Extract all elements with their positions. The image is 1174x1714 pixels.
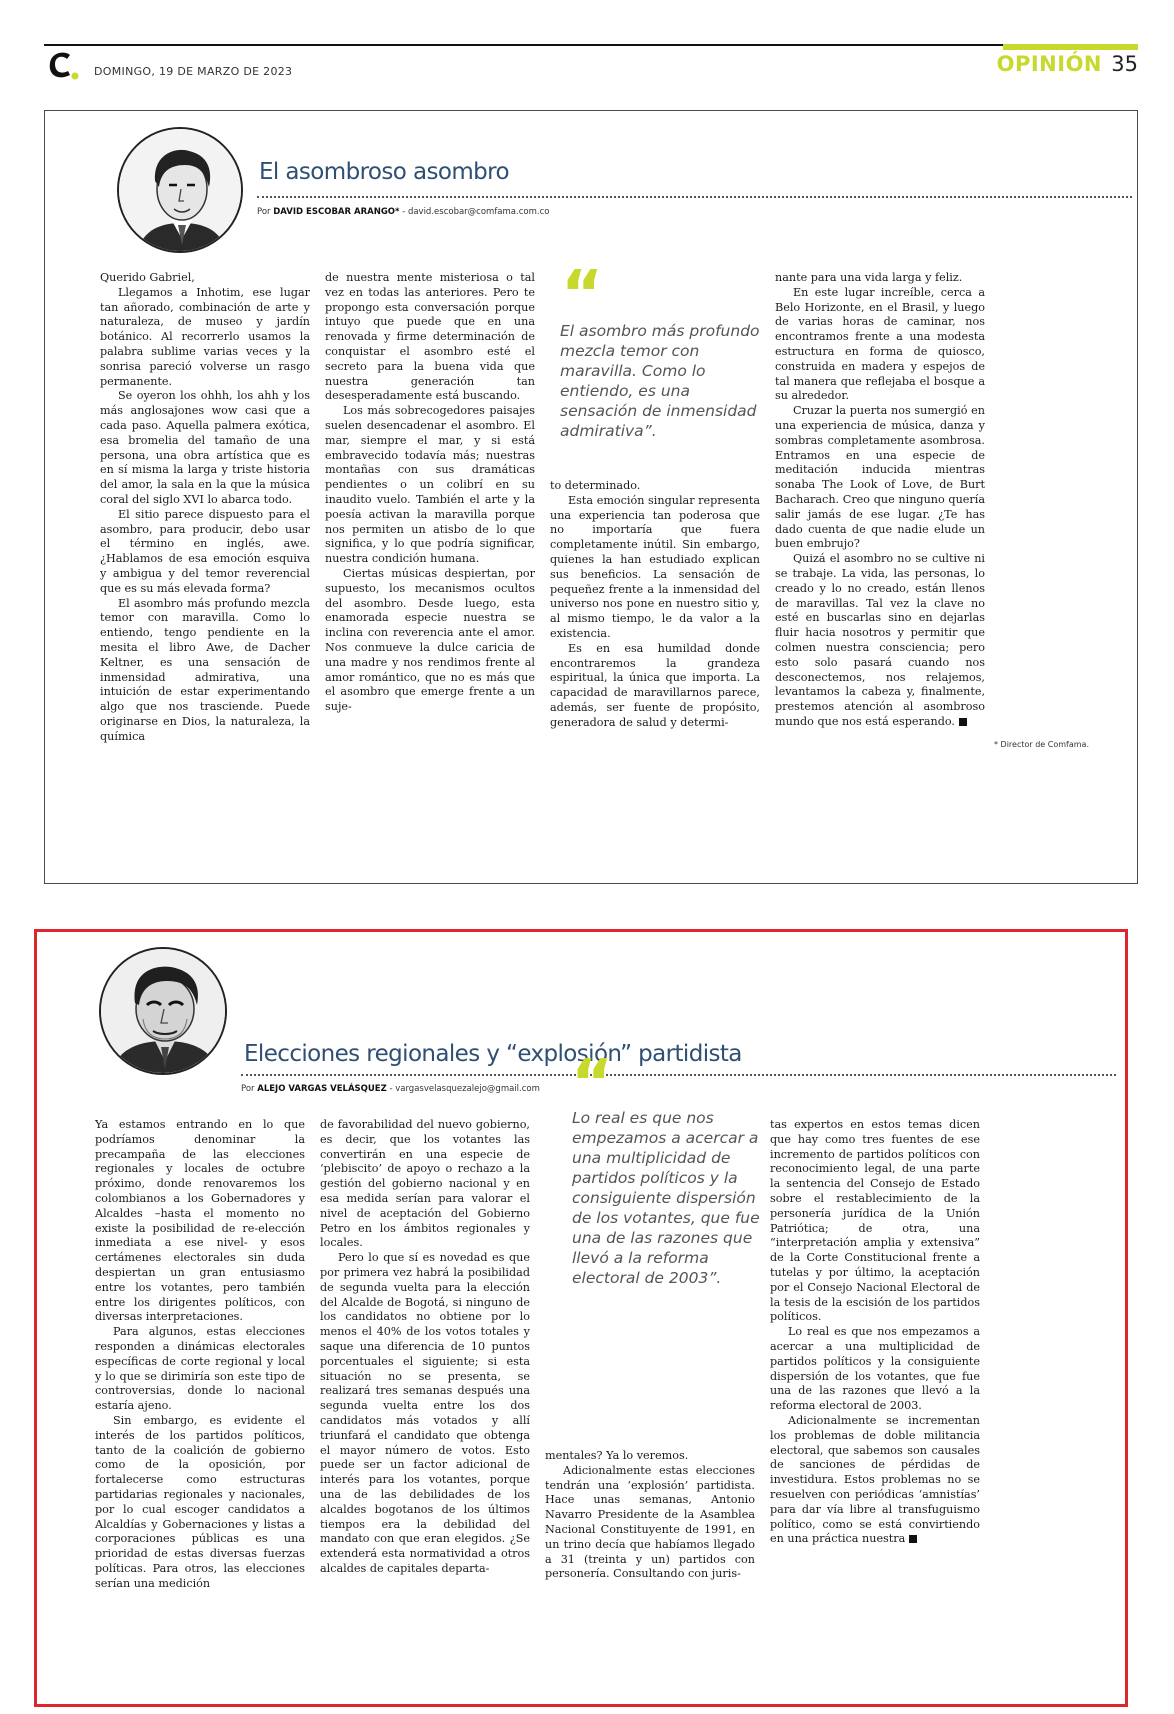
headline-divider	[241, 1074, 1116, 1076]
author-portrait	[117, 127, 243, 253]
author-name: DAVID ESCOBAR ARANGO*	[273, 207, 400, 217]
paragraph: Los más sobrecogedores paisajes suelen desencadenar el asombro. El mar, siempre el mar, y si está embravecido todavía más; nuestras montañas con sus dramáticas pendientes o un colibrí en su inaudito vuelo. También el arte y la poesía activan la maravilla porque nos permiten un atisbo de lo que significa, y lo que podría significar, nuestra condición humana.	[325, 404, 535, 566]
end-mark-icon	[909, 1535, 917, 1543]
author-name: ALEJO VARGAS VELÁSQUEZ	[257, 1084, 387, 1094]
paragraph: El asombro más profundo mezcla temor con maravilla. Como lo entiendo, tengo pendiente en la mesita el libro Awe, de Dacher Keltner, es una sensación de inmensidad admirativa, una intuición de estar experimentando algo que nos trasciende. Puede originarse en Dios, la naturaleza, la química	[100, 596, 310, 743]
paragraph: de nuestra mente misteriosa o tal vez en todas las anteriores. Pero te propongo esta conversación porque intuyo que puede que en una renovada y firme determinación de conquistar el asombro esté el secreto para la buena vida que nuestra generación tan desesperadamente está buscando.	[325, 271, 535, 403]
paragraph: Ya estamos entrando en lo que podríamos denominar la precampaña de las elecciones regionales y locales de octubre próximo, donde renovaremos los colombianos a los Gobernadores y Alcaldes –hasta el momento no existe la posibilidad de re-elección inmediata a ese nivel- y esos certámenes electorales sin duda despiertan un gran entusiasmo entre los votantes, pero también entre los dirigentes políticos, con diversas interpretaciones.	[95, 1118, 305, 1324]
paragraph: Se oyeron los ohhh, los ahh y los más anglosajones wow casi que a cada paso. Aquella palmera exótica, esa bromelia del tamaño de una persona, una obra artística que es en sí misma la larga y triste historia del amor, la sala en la que la música coral del siglo XVI lo abarca todo.	[100, 389, 310, 506]
article-headline: El asombroso asombro	[259, 159, 509, 185]
author-footnote: * Director de Comfama.	[994, 740, 1089, 749]
byline-prefix: Por	[241, 1084, 255, 1094]
issue-date: DOMINGO, 19 DE MARZO DE 2023	[94, 65, 293, 78]
paragraph-last	[775, 552, 985, 730]
closing-text: Adicionalmente se incrementan los problemas de doble militancia electoral, que sabemos son causales de sanciones de pérdidas de investidura. Estos problemas no se resuelven con periódicas ‘amnistías’ para dar vía libre al transfuguismo político, como se está convirtiendo en una práctica nuestra	[770, 1413, 980, 1546]
quote-mark-icon: “	[571, 1047, 614, 1121]
paragraph: Esta emoción singular representa una experiencia tan poderosa que no importaría que fuera completamente inútil. Sin embargo, quienes la han estudiado explican sus beneficios. La sensación de pequeñez frente a la inmensidad del universo nos pone en nuestro sitio y, al mismo tiempo, le da valor a la existencia.	[550, 493, 760, 640]
article-headline: Elecciones regionales y “explosión” partidista	[244, 1041, 742, 1067]
paragraph: En este lugar increíble, cerca a Belo Horizonte, en el Brasil, y luego de varias horas de caminar, nos encontramos frente a una modesta estructura en forma de quiosco, construida en madera y espejos de tal manera que reflejaba el bosque a su alrededor.	[775, 285, 985, 403]
salutation: Querido Gabriel,	[100, 271, 195, 284]
pull-quote: Lo real es que nos empezamos a acercar a una multiplicidad de partidos políticos y la consiguiente dispersión de los votantes, que fue una de las razones que llevó a la reforma electoral de 2003”.	[572, 1109, 760, 1287]
paragraph: nante para una vida larga y feliz.	[775, 271, 963, 284]
end-mark-icon	[959, 718, 967, 726]
portrait-illustration	[101, 949, 227, 1075]
paragraph: Llegamos a Inhotim, ese lugar tan añorado, combinación de arte y naturaleza, de museo y jardín botánico. Al recorrerlo usamos la palabra sublime varias veces y la sonrisa pareció volverse un rasgo permanente.	[100, 285, 310, 388]
paragraph: Ciertas músicas despiertan, por supuesto, los mecanismos ocultos del asombro. Desde luego, esta enamorada especie nuestra se inclina con reverencia ante el amor. Nos conmueve la dulce caricia de una madre y nos rendimos frente al amor romántico, que no es más que el asombro que emerge frente a un suje-	[325, 566, 535, 714]
quote-mark-icon: “	[561, 258, 604, 332]
byline	[257, 207, 549, 217]
article-column-2	[320, 1118, 530, 1577]
paragraph: mentales? Ya lo veremos.	[545, 1449, 689, 1462]
article-column-4	[770, 1118, 980, 1547]
paragraph: to determinado.	[550, 479, 641, 492]
article-asombro	[44, 110, 1138, 884]
article-column-1	[100, 271, 310, 745]
paragraph: Cruzar la puerta nos sumergió en una experiencia de música, danza y sombras completamente asombrosa. Entramos en una especie de meditación inducida mientras sonaba The Look of Love, de Burt Bacharach. Creo que ninguno quería salir jamás de ese lugar. ¿Te has dado cuenta de que nadie elude un buen embrujo?	[775, 404, 985, 551]
section-accent-bar	[1003, 44, 1138, 50]
header-rule	[44, 44, 1138, 46]
paragraph: Pero lo que sí es novedad es que por primera vez habrá la posibilidad de segunda vuelta para la elección del Alcalde de Bogotá, si ninguno de los candidatos no obtiene por lo menos el 40% de los votos totales y saque una diferencia de 10 puntos porcentuales el siguiente; si esta situación no se presenta, se realizará tres semanas después una segunda vuelta entre los dos candidatos más votados y allí triunfará el candidato que obtenga el mayor número de votos. Esto puede ser un factor adicional de interés para los votantes, porque una de las debilidades de los alcaldes bogotanos de los últimos tiempos era la debilidad del mandato con que eran elegidos. ¿Se extenderá esta normatividad a otros alcaldes de capitales departa-	[320, 1251, 530, 1575]
paragraph: de favorabilidad del nuevo gobierno, es decir, que los votantes las convertirán en una especie de ‘plebiscito’ de apoyo o rechazo a la gestión del gobierno nacional y en esa medida serían para valorar el nivel de aceptación del Gobierno Petro en los ámbitos regionales y locales.	[320, 1118, 530, 1250]
paragraph-last	[770, 1414, 980, 1547]
byline	[241, 1084, 540, 1094]
page-header	[44, 40, 1138, 86]
author-email: - vargasvelasquezalejo@gmail.com	[389, 1084, 540, 1094]
paragraph: Es en esa humildad donde encontraremos la grandeza espiritual, la única que importa. La capacidad de maravillarnos parece, además, ser fuente de propósito, generadora de salud y determi-	[550, 641, 760, 729]
paragraph: tas expertos en estos temas dicen que hay como tres fuentes de ese incremento de partidos políticos con reconocimiento legal, de una parte la sentencia del Consejo de Estado sobre el restablecimiento de la personería jurídica de la Unión Patriótica; de otra, una “interpretación amplia y extensiva” de la Corte Constitucional frente a tutelas y por último, la aceptación por el Consejo Nacional Electoral de la tesis de la escisión de los partidos políticos.	[770, 1118, 980, 1324]
byline-prefix: Por	[257, 207, 271, 217]
article-column-1	[95, 1118, 305, 1592]
paragraph: El sitio parece dispuesto para el asombro, para producir, debo usar el término en inglés, awe. ¿Hablamos de esa emoción esquiva y ambigua y del temor reverencial que es su más elevada forma?	[100, 507, 310, 595]
page-number: 35	[1111, 52, 1138, 76]
paragraph: Lo real es que nos empezamos a acercar a una multiplicidad de partidos políticos y la consiguiente dispersión de los votantes, que fue una de las razones que llevó a la reforma electoral de 2003.	[770, 1325, 980, 1413]
article-column-2	[325, 271, 535, 715]
newspaper-logo	[44, 46, 82, 84]
headline-divider	[257, 196, 1132, 198]
paragraph: Adicionalmente estas elecciones tendrán una ‘explosión’ partidista. Hace unas semanas, Antonio Navarro Presidente de la Asamblea Nacional Constituyente de 1991, en un trino decía que habíamos llegado a 31 (treinta y un) partidos con personería. Consultando con juris-	[545, 1463, 755, 1581]
pull-quote: El asombro más profundo mezcla temor con maravilla. Como lo entiendo, es una sensación de inmensidad admirativa”.	[560, 322, 760, 440]
article-elecciones	[34, 929, 1128, 1707]
portrait-illustration	[119, 129, 243, 253]
paragraph: Sin embargo, es evidente el interés de los partidos políticos, tanto de la coalición de gobierno como de la oposición, por fortalecerse como estructuras partidarias regionales y nacionales, por lo cual escoger candidatos a Alcaldías y Gobernaciones y listas a corporaciones públicas es una prioridad de estas diversas fuerzas políticas. Para otros, las elecciones serían una medición	[95, 1413, 305, 1590]
section-label: OPINIÓN	[996, 52, 1102, 76]
article-column-3	[545, 1449, 755, 1582]
author-email: - david.escobar@comfama.com.co	[402, 207, 550, 217]
article-column-4	[775, 271, 985, 730]
closing-text: Quizá el asombro no se cultive ni se trabaje. La vida, las personas, lo creado y lo no creado, están llenos de maravillas. Tal vez la clave no esté en buscarlas sino en dejarlas fluir hacia nosotros y permitir que colmen nuestra consciencia; pero esto solo pasará cuando nos desconectemos, nos relajemos, levantamos la cabeza y, finalmente, prestemos atención al asombroso mundo que nos está esperando.	[775, 552, 985, 728]
article-column-3	[550, 479, 760, 731]
paragraph: Para algunos, estas elecciones responden a dinámicas electorales específicas de corte regional y local y lo que se dirimiría son este tipo de controversias, donde lo nacional estaría ajeno.	[95, 1325, 305, 1413]
author-portrait	[99, 947, 227, 1075]
